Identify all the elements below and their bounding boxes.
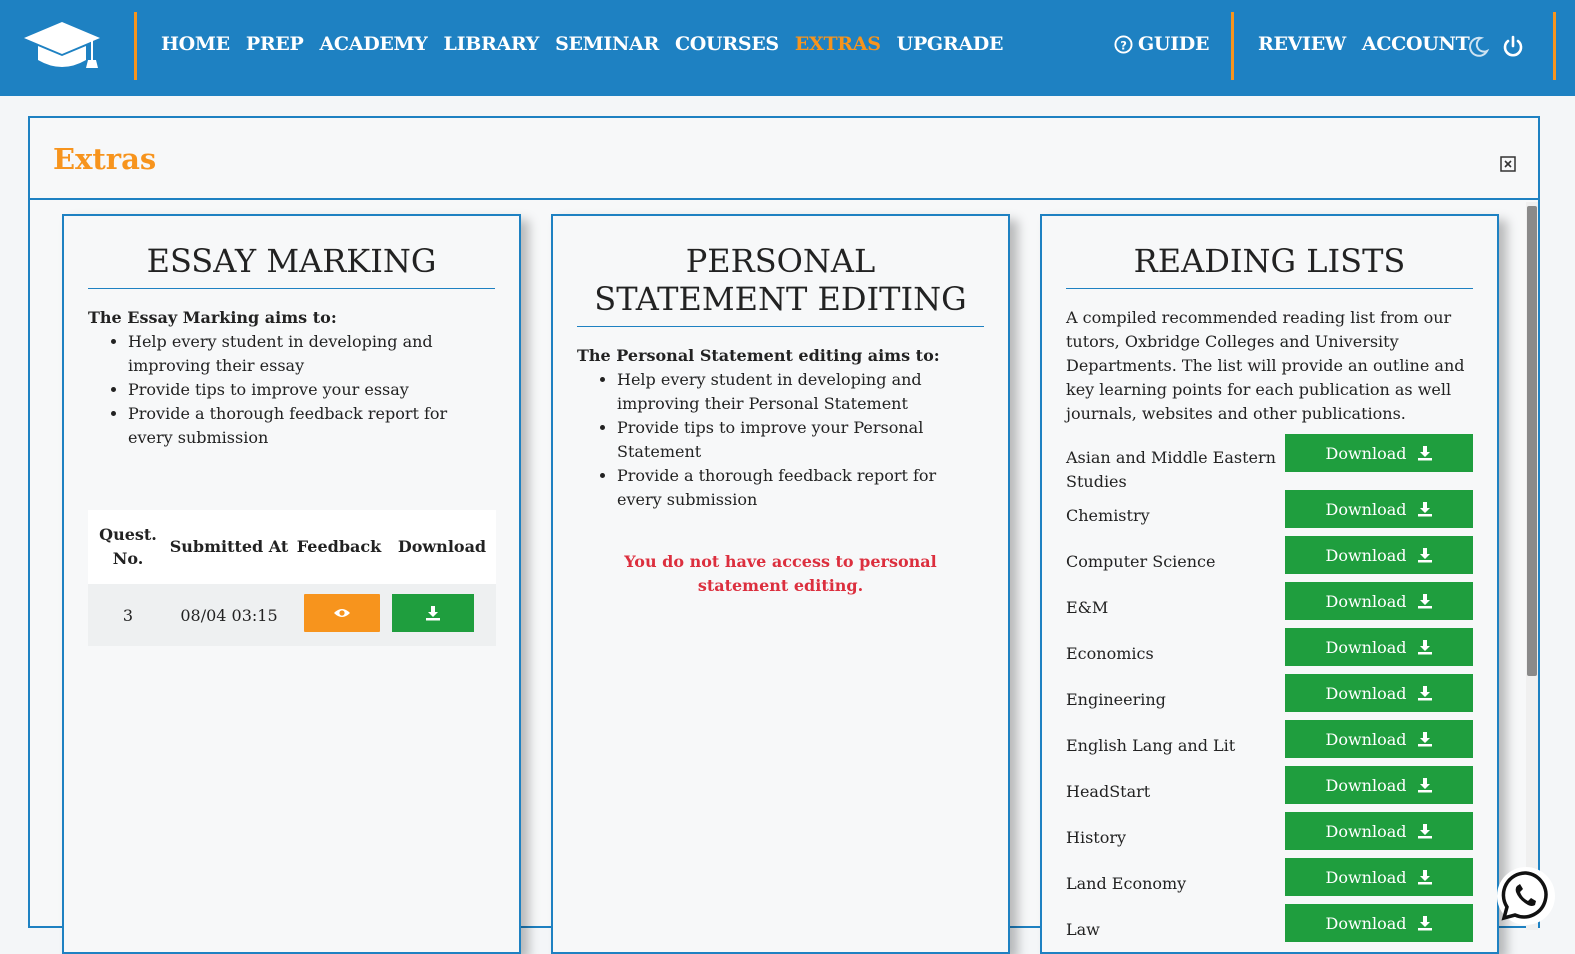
reading-list-subject: Law [1066,920,1100,939]
download-reading-list-button[interactable] [1285,904,1473,942]
download-icon [1417,593,1433,609]
download-reading-list-button[interactable] [1285,490,1473,528]
reading-list-subject: Computer Science [1066,552,1216,571]
aim-item: • Provide a thorough feedback report for every submission [128,402,495,450]
download-icon [425,605,441,621]
reading-list-subject: HeadStart [1066,782,1151,801]
download-label: Download [1325,683,1407,703]
download-reading-list-button[interactable] [1285,812,1473,850]
close-icon[interactable] [1500,156,1516,172]
nav-upgrade[interactable]: UPGRADE [896,33,1004,55]
download-label: Download [1325,499,1407,519]
reading-list-subject: E&M [1066,598,1109,617]
nav-prep[interactable]: PREP [245,33,304,55]
reading-lists-title: READING LISTS [1066,242,1473,289]
reading-lists-card [1040,214,1499,954]
col-quest-no: Quest. No. [99,525,157,568]
nav-courses[interactable]: COURSES [674,33,779,55]
download-label: Download [1325,867,1407,887]
panel-header [30,118,1538,200]
aim-item: • Help every student in developing and improving their essay [128,330,495,378]
nav-separator [134,12,137,80]
download-icon [1417,869,1433,885]
top-navbar [0,0,1575,96]
aim-item: • Help every student in developing and improving their Personal Statement [617,368,984,416]
guide-link[interactable] [1114,33,1209,55]
reading-lists-intro: A compiled recommended reading list from our tutors, Oxbridge Colleges and University Departments. The list will provide an outline and key learning points for each publication as well journals, websites and other publications. [1066,308,1465,423]
reading-list-subject: Chemistry [1066,506,1150,525]
download-icon [1417,501,1433,517]
col-download: Download [397,537,487,556]
reading-list-subject: Economics [1066,644,1154,663]
aim-item: • Provide tips to improve your essay [128,378,495,402]
svg-text:?: ? [1120,37,1127,52]
graduation-cap-logo[interactable] [22,20,102,72]
nav-home[interactable]: HOME [161,33,230,55]
panel-title: Extras [53,142,157,176]
download-reading-list-button[interactable] [1285,628,1473,666]
nav-academy[interactable]: ACADEMY [319,33,428,55]
whatsapp-icon[interactable] [1497,867,1555,925]
extras-panel [28,116,1540,939]
download-essay-button[interactable] [392,594,474,632]
ps-title-line1: PERSONAL [685,242,876,280]
ps-aims [577,344,984,512]
view-feedback-button[interactable] [304,594,380,632]
col-submitted-at: Submitted At [169,537,289,556]
download-reading-list-button[interactable] [1285,720,1473,758]
personal-statement-card [551,214,1010,954]
download-reading-list-button[interactable] [1285,766,1473,804]
aim-item: • Provide a thorough feedback report for every submission [617,464,984,512]
power-icon[interactable] [1501,35,1525,59]
download-icon [1417,731,1433,747]
reading-list-subject: English Lang and Lit [1066,736,1236,755]
essay-table [88,510,496,646]
table-row [88,584,496,646]
guide-label: GUIDE [1138,33,1210,55]
download-label: Download [1325,591,1407,611]
nav-account[interactable]: ACCOUNT [1361,33,1470,55]
col-feedback: Feedback [296,537,382,556]
no-access-message: You do not have access to personal statement editing. [624,552,937,595]
essay-aims [88,306,495,450]
download-label: Download [1325,637,1407,657]
download-icon [1417,639,1433,655]
download-icon [1417,915,1433,931]
main-nav [161,33,1019,55]
ps-aims-heading: The Personal Statement editing aims to: [577,346,940,365]
scrollbar-thumb[interactable] [1527,206,1537,676]
cell-submitted-at: 08/04 03:15 [180,605,278,625]
download-reading-list-button[interactable] [1285,536,1473,574]
nav-separator [1231,12,1234,80]
essay-marking-card [62,214,521,954]
aim-item: • Provide tips to improve your Personal Statement [617,416,984,464]
essay-aims-heading: The Essay Marking aims to: [88,308,337,327]
ps-title-line2: STATEMENT EDITING [594,280,967,318]
download-icon [1417,777,1433,793]
download-icon [1417,547,1433,563]
question-circle-icon [1114,35,1133,54]
download-icon [1417,823,1433,839]
eye-icon [333,607,351,619]
download-label: Download [1325,913,1407,933]
reading-list-subject: History [1066,828,1127,847]
nav-extras[interactable]: EXTRAS [794,33,881,55]
download-label: Download [1325,545,1407,565]
nav-separator [1553,12,1556,80]
download-reading-list-button[interactable] [1285,858,1473,896]
nav-seminar[interactable]: SEMINAR [555,33,659,55]
download-label: Download [1325,443,1407,463]
reading-list-subject: Land Economy [1066,874,1187,893]
table-header [88,510,496,584]
ps-title [577,242,984,327]
reading-list-subject: Engineering [1066,690,1166,709]
download-reading-list-button[interactable] [1285,582,1473,620]
download-icon [1417,445,1433,461]
download-label: Download [1325,775,1407,795]
moon-icon[interactable] [1466,35,1490,59]
download-label: Download [1325,729,1407,749]
nav-library[interactable]: LIBRARY [443,33,540,55]
download-reading-list-button[interactable] [1285,434,1473,472]
nav-review[interactable]: REVIEW [1258,33,1346,55]
cell-quest-no: 3 [122,605,134,625]
reading-list-subject: Asian and Middle Eastern Studies [1066,448,1276,491]
download-icon [1417,685,1433,701]
essay-marking-title: ESSAY MARKING [88,242,495,289]
download-label: Download [1325,821,1407,841]
download-reading-list-button[interactable] [1285,674,1473,712]
